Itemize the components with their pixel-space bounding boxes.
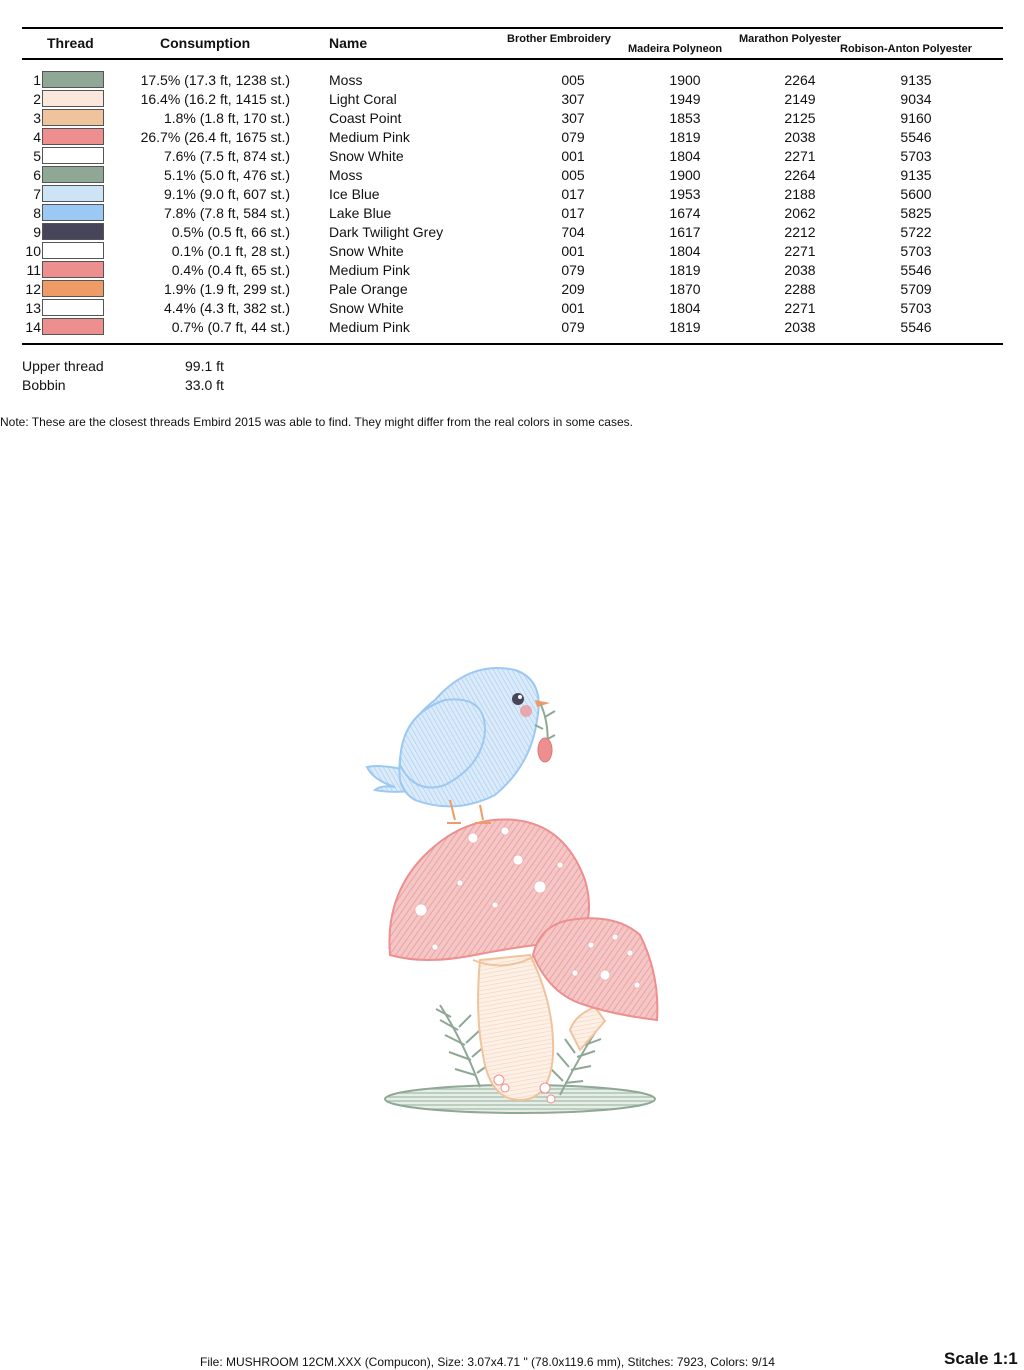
consumption-cell: 4.4% (4.3 ft, 382 st.) [163, 300, 290, 316]
madeira-code-cell: 1900 [669, 72, 701, 88]
upper-thread-label: Upper thread [22, 358, 104, 374]
table-header-rule [22, 58, 1003, 60]
thread-number: 5 [33, 148, 41, 164]
big-mushroom-stem [478, 955, 553, 1100]
color-swatch [42, 185, 104, 202]
thread-number: 1 [33, 72, 41, 88]
brother-code-cell: 079 [561, 262, 585, 278]
table-row [0, 261, 1024, 280]
brother-code-cell: 079 [561, 319, 585, 335]
color-swatch [42, 242, 104, 259]
thread-name-cell: Snow White [329, 300, 404, 316]
brother-code-cell: 001 [561, 148, 585, 164]
consumption-cell: 17.5% (17.3 ft, 1238 st.) [140, 72, 290, 88]
marathon-code-cell: 2271 [784, 148, 816, 164]
robison-code-cell: 5546 [900, 319, 932, 335]
header-robison: Robison-Anton Polyester [840, 43, 973, 55]
robison-code-cell: 5709 [900, 281, 932, 297]
table-row [0, 71, 1024, 90]
consumption-cell: 26.7% (26.4 ft, 1675 st.) [140, 129, 290, 145]
robison-code-cell: 5703 [900, 148, 932, 164]
header-consumption: Consumption [160, 35, 251, 51]
thread-name-cell: Moss [329, 167, 363, 183]
header-madeira: Madeira Polyneon [628, 43, 723, 55]
thread-number: 10 [25, 243, 41, 259]
color-swatch [42, 147, 104, 164]
consumption-cell: 5.1% (5.0 ft, 476 st.) [163, 167, 290, 183]
robison-code-cell: 5722 [900, 224, 932, 240]
marathon-code-cell: 2264 [784, 167, 816, 183]
thread-number: 8 [33, 205, 41, 221]
consumption-cell: 9.1% (9.0 ft, 607 st.) [163, 186, 290, 202]
consumption-cell: 0.4% (0.4 ft, 65 st.) [171, 262, 290, 278]
robison-code-cell: 5825 [900, 205, 932, 221]
thread-number: 7 [33, 186, 41, 202]
robison-code-cell: 5703 [900, 243, 932, 259]
thread-name-cell: Snow White [329, 148, 404, 164]
color-swatch [42, 261, 104, 278]
brother-code-cell: 005 [561, 167, 585, 183]
thread-name-cell: Snow White [329, 243, 404, 259]
thread-note: Note: These are the closest threads Embird 2015 was able to find. They might differ from the real colors in some cases. [0, 415, 633, 429]
thread-number: 4 [33, 129, 41, 145]
madeira-code-cell: 1674 [669, 205, 701, 221]
brother-code-cell: 307 [561, 110, 585, 126]
table-row [0, 204, 1024, 223]
madeira-code-cell: 1953 [669, 186, 701, 202]
thread-name-cell: Light Coral [329, 91, 397, 107]
brother-code-cell: 704 [561, 224, 585, 240]
madeira-code-cell: 1900 [669, 167, 701, 183]
thread-number: 6 [33, 167, 41, 183]
marathon-code-cell: 2149 [784, 91, 816, 107]
thread-table [0, 71, 1024, 337]
color-swatch [42, 128, 104, 145]
color-swatch [42, 223, 104, 240]
color-swatch [42, 109, 104, 126]
table-row [0, 318, 1024, 337]
thread-number: 14 [25, 319, 41, 335]
brother-code-cell: 209 [561, 281, 585, 297]
color-swatch [42, 71, 104, 88]
consumption-cell: 0.7% (0.7 ft, 44 st.) [171, 319, 290, 335]
consumption-cell: 0.5% (0.5 ft, 66 st.) [171, 224, 290, 240]
marathon-code-cell: 2125 [784, 110, 816, 126]
madeira-code-cell: 1617 [669, 224, 701, 240]
table-row [0, 90, 1024, 109]
robison-code-cell: 9160 [900, 110, 932, 126]
marathon-code-cell: 2188 [784, 186, 816, 202]
madeira-code-cell: 1804 [669, 148, 701, 164]
consumption-cell: 7.8% (7.8 ft, 584 st.) [163, 205, 290, 221]
thread-name-cell: Coast Point [329, 110, 402, 126]
color-swatch [42, 90, 104, 107]
color-swatch [42, 166, 104, 183]
table-row [0, 128, 1024, 147]
thread-number: 9 [33, 224, 41, 240]
thread-name-cell: Pale Orange [329, 281, 408, 297]
color-swatch [42, 299, 104, 316]
table-row [0, 299, 1024, 318]
thread-number: 13 [25, 300, 41, 316]
table-top-rule [22, 27, 1003, 29]
marathon-code-cell: 2271 [784, 300, 816, 316]
brother-code-cell: 079 [561, 129, 585, 145]
thread-name-cell: Moss [329, 72, 363, 88]
brother-code-cell: 001 [561, 243, 585, 259]
consumption-cell: 0.1% (0.1 ft, 28 st.) [171, 243, 290, 259]
thread-number: 11 [26, 262, 41, 278]
thread-name-cell: Ice Blue [329, 186, 380, 202]
table-row [0, 280, 1024, 299]
brother-code-cell: 005 [561, 72, 585, 88]
thread-number: 2 [33, 91, 41, 107]
consumption-cell: 1.8% (1.8 ft, 170 st.) [163, 110, 290, 126]
thread-name-cell: Lake Blue [329, 205, 392, 221]
marathon-code-cell: 2038 [784, 319, 816, 335]
madeira-code-cell: 1804 [669, 300, 701, 316]
madeira-code-cell: 1853 [669, 110, 701, 126]
robison-code-cell: 9135 [900, 72, 932, 88]
marathon-code-cell: 2038 [784, 262, 816, 278]
color-swatch [42, 204, 104, 221]
table-bottom-rule [22, 343, 1003, 345]
marathon-code-cell: 2038 [784, 129, 816, 145]
small-mushroom-cap [533, 918, 657, 1020]
header-name: Name [329, 35, 368, 51]
thread-name-cell: Medium Pink [329, 129, 410, 145]
robison-code-cell: 5546 [900, 129, 932, 145]
header-thread: Thread [47, 35, 94, 51]
table-row [0, 185, 1024, 204]
robison-code-cell: 9135 [900, 167, 932, 183]
bird-eye [512, 693, 524, 705]
color-swatch [42, 318, 104, 335]
upper-thread-value: 99.1 ft [185, 358, 224, 374]
thread-name-cell: Medium Pink [329, 319, 410, 335]
madeira-code-cell: 1819 [669, 319, 701, 335]
bird-cheek [520, 705, 532, 717]
madeira-code-cell: 1949 [669, 91, 701, 107]
thread-number: 12 [25, 281, 41, 297]
table-row [0, 109, 1024, 128]
table-row [0, 166, 1024, 185]
file-info: File: MUSHROOM 12CM.XXX (Compucon), Size: 3.07x4.71 " (78.0x119.6 mm), Stitches: 7923, Colors: 9/14 [200, 1355, 775, 1369]
bobbin-value: 33.0 ft [185, 377, 224, 393]
brother-code-cell: 017 [561, 205, 585, 221]
brother-code-cell: 017 [561, 186, 585, 202]
header-brother: Brother Embroidery [507, 33, 611, 45]
brother-code-cell: 001 [561, 300, 585, 316]
robison-code-cell: 5600 [900, 186, 932, 202]
bobbin-label: Bobbin [22, 377, 66, 393]
marathon-code-cell: 2264 [784, 72, 816, 88]
robison-code-cell: 5546 [900, 262, 932, 278]
thread-name-cell: Medium Pink [329, 262, 410, 278]
marathon-code-cell: 2062 [784, 205, 816, 221]
madeira-code-cell: 1804 [669, 243, 701, 259]
marathon-code-cell: 2271 [784, 243, 816, 259]
scale-label: Scale 1:1 [944, 1349, 1018, 1368]
thread-name-cell: Dark Twilight Grey [329, 224, 444, 240]
robison-code-cell: 5703 [900, 300, 932, 316]
thread-number: 3 [33, 110, 41, 126]
brother-code-cell: 307 [561, 91, 585, 107]
madeira-code-cell: 1819 [669, 129, 701, 145]
color-swatch [42, 280, 104, 297]
table-row [0, 147, 1024, 166]
madeira-code-cell: 1870 [669, 281, 701, 297]
embroidery-design-preview [355, 655, 675, 1125]
consumption-cell: 16.4% (16.2 ft, 1415 st.) [140, 91, 290, 107]
consumption-cell: 7.6% (7.5 ft, 874 st.) [163, 148, 290, 164]
header-marathon: Marathon Polyester [739, 33, 842, 45]
consumption-cell: 1.9% (1.9 ft, 299 st.) [163, 281, 290, 297]
table-row [0, 242, 1024, 261]
madeira-code-cell: 1819 [669, 262, 701, 278]
marathon-code-cell: 2288 [784, 281, 816, 297]
robison-code-cell: 9034 [900, 91, 932, 107]
marathon-code-cell: 2212 [784, 224, 816, 240]
table-row [0, 223, 1024, 242]
